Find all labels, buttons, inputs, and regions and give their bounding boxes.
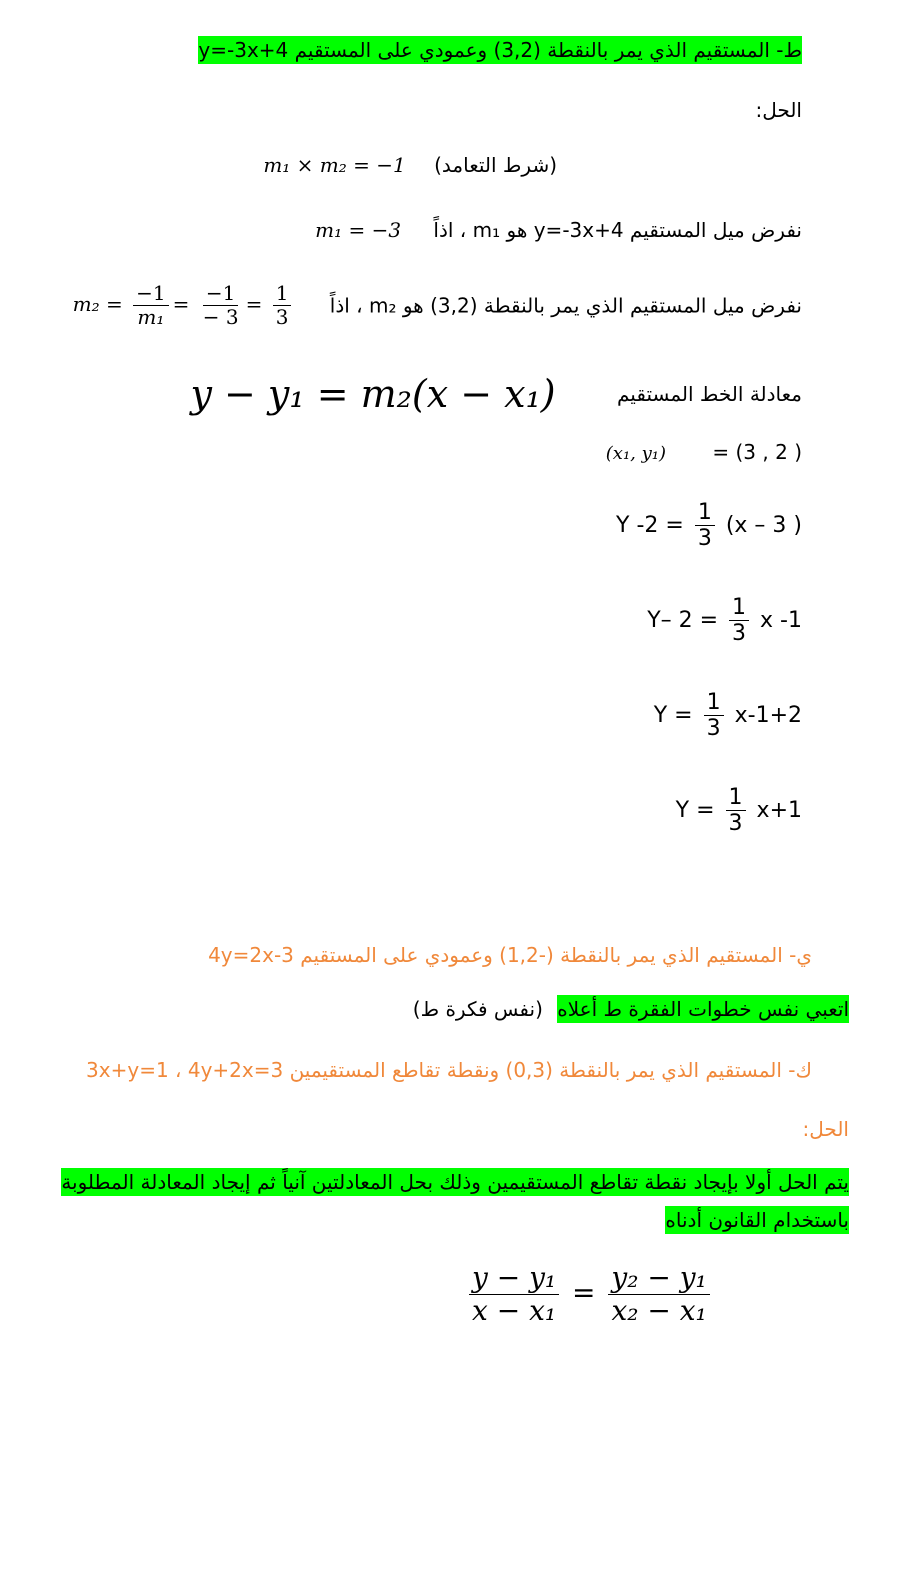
point-lhs: (x₁, y₁) [605,443,667,464]
m2-text: نفرض ميل المستقيم الذي يمر بالنقطة (3,2) هو m₂ ، اذاً [329,293,802,318]
follow-note [413,997,849,1021]
step-1-lhs: Y -2 = [616,512,684,538]
perp-condition-row [263,153,557,177]
m2-lhs: m₂ = [72,292,123,316]
step-3-frac: $\frac{1}{3}$ [704,690,724,742]
m2-frac-2: $\frac{-1}{- 3}$ [202,281,239,329]
solution-label: الحل: [755,98,802,122]
step-3 [654,690,802,742]
follow-note-highlight: اتعبي نفس خطوات الفقرة ط أعلاه [557,997,849,1021]
step-3-rhs: x-1+2 [734,702,802,728]
step-2 [647,595,802,647]
method-line-1-text: يتم الحل أولا بإيجاد نقطة تقاطع المستقيمين وذلك بحل المعادلتين آنياً ثم إيجاد المعادلة المطلوبة [61,1170,849,1194]
m2-expression: m₂ = $\frac{-1}{\text{m₁}}$ = $\frac{-1}{- 3}$ = $\frac{1}{3}$ [73,282,296,329]
step-4-rhs: x+1 [756,797,802,823]
step-1-frac: $\frac{1}{3}$ [695,500,715,552]
m1-value: m₁ = −3 [315,218,402,242]
question-k: ك- المستقيم الذي يمر بالنقطة (0,3) ونقطة تقاطع المستقيمين 3x+y=1 ، 4y+2x=3 [86,1058,812,1082]
step-2-frac: $\frac{1}{3}$ [729,595,749,647]
step-4-lhs: Y = [675,797,715,823]
m2-frac-3: $\frac{1}{3}$ [273,282,292,329]
method-line-2-text: باستخدام القانون أدناه [665,1208,849,1232]
line-eq-label: معادلة الخط المستقيم [617,382,802,406]
m1-text: نفرض ميل المستقيم y=-3x+4 هو m₁ ، اذاً [433,218,802,242]
m2-row [73,282,802,329]
formula-right-frac: $\frac{\text{y₂ − y₁}}{\text{x₂ − x₁}}$ [608,1262,709,1327]
perp-condition-eq: m₁ × m₂ = −1 [263,153,406,177]
step-4-frac: $\frac{1}{3}$ [726,785,746,837]
perp-condition-label: (شرط التعامد) [434,153,557,177]
point-row [606,440,802,464]
solution-label-2: الحل: [802,1117,849,1141]
step-2-lhs: Y– 2 = [647,607,719,633]
m2-frac-1: $\frac{-1}{\text{m₁}}$ [133,282,168,329]
line-eq-row [190,372,802,416]
m1-row [315,218,802,242]
two-point-formula [465,1262,714,1327]
step-4 [676,785,802,837]
question-t-text: ط- المستقيم الذي يمر بالنقطة (3,2) وعمودي على المستقيم y=-3x+4 [198,38,802,62]
formula-left-frac: $\frac{\text{y − y₁}}{\text{x − x₁}}$ [469,1262,559,1327]
method-line-2 [665,1208,849,1232]
method-line-1 [61,1170,849,1194]
step-1-rhs: (x – 3 ) [725,512,802,538]
step-3-lhs: Y = [653,702,693,728]
point-rhs: = (3 , 2 ) [712,440,802,464]
formula-eq-sign: = [572,1276,596,1310]
step-1 [616,500,802,552]
follow-note-rest: (نفس فكرة ط) [412,997,543,1021]
question-t [198,38,802,62]
line-eq-formula: y − y₁ = m₂(x − x₁) [190,372,556,416]
step-2-rhs: x -1 [760,607,802,633]
question-y: ي- المستقيم الذي يمر بالنقطة (-1,2) وعمودي على المستقيم 4y=2x-3 [208,943,812,967]
